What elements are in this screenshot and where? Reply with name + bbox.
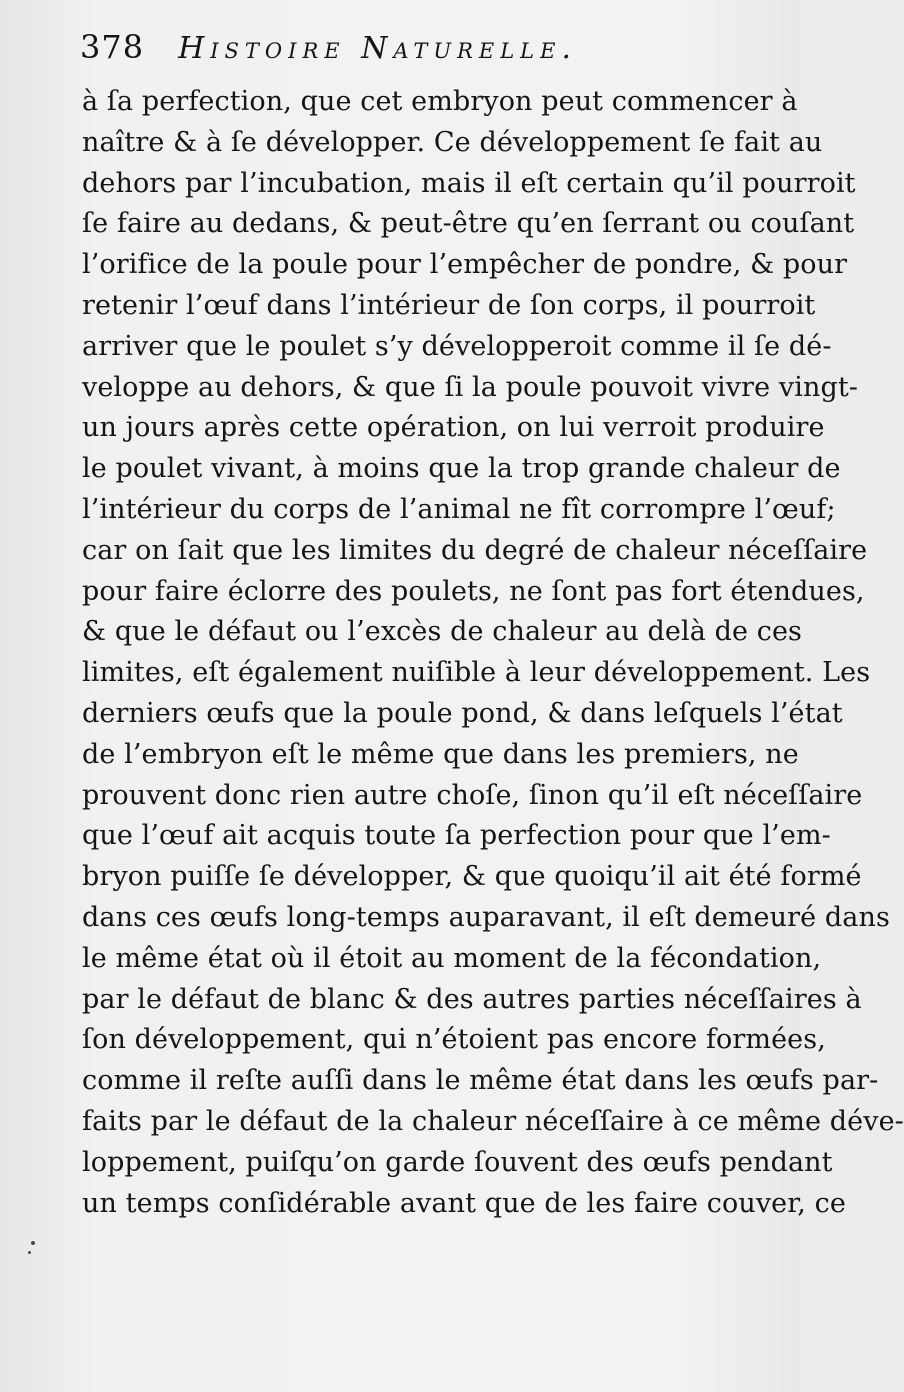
text-line: naître & à ſe développer. Ce développement ſe fait au [82, 126, 823, 158]
page-header [80, 28, 770, 84]
text-line: que l’œuf ait acquis toute ſa perfection pour que l’em- [82, 820, 831, 852]
text-line: prouvent donc rien autre choſe, ſinon qu’il eſt néceſſaire [82, 779, 863, 811]
text-line: veloppe au dehors, & que ſi la poule pouvoit vivre vingt- [82, 371, 859, 403]
text-line: à ſa perfection, que cet embryon peut commencer à [82, 86, 798, 117]
text-line: derniers œufs que la poule pond, & dans leſquels l’état [82, 697, 843, 729]
text-line: ſon développement, qui n’étoient pas encore formées, [82, 1024, 826, 1056]
text-line: un temps conſidérable avant que de les faire couver, ce [82, 1187, 846, 1219]
text-line: un jours après cette opération, on lui verroit produire [82, 412, 825, 444]
text-line: dans ces œufs long-temps auparavant, il eſt demeuré dans [82, 901, 890, 933]
text-line: l’orifice de la poule pour l’empêcher de pondre, & pour [82, 249, 848, 281]
text-line: le même état où il étoit au moment de la fécondation, [82, 942, 822, 974]
text-line: limites, eſt également nuiſible à leur développement. Les [82, 657, 871, 689]
text-line: car on ſait que les limites du degré de chaleur néceſſaire [82, 534, 868, 566]
text-line: par le défaut de blanc & des autres parties néceſſaires à [82, 983, 862, 1015]
text-line: de l’embryon eſt le même que dans les premiers, ne [82, 738, 799, 770]
text-line: & que le défaut ou l’excès de chaleur au delà de ces [82, 616, 803, 648]
text-line: pour faire éclorre des poulets, ne ſont pas fort étendues, [82, 575, 865, 607]
text-line: retenir l’œuf dans l’intérieur de ſon corps, il pourroit [82, 289, 816, 321]
page-number: 378 [80, 28, 145, 66]
ink-speck [31, 1241, 35, 1245]
text-line: comme il reſte auſſi dans le même état dans les œufs par- [82, 1065, 879, 1097]
running-title: Histoire Naturelle. [178, 31, 577, 66]
text-line: bryon puiſſe ſe développer, & que quoiqu’il ait été formé [82, 861, 862, 893]
text-line: loppement, puiſqu’on garde ſouvent des œufs pendant [82, 1146, 833, 1178]
ink-speck [28, 1251, 31, 1254]
text-line: arriver que le poulet s’y développeroit comme il ſe dé- [82, 330, 832, 362]
text-line: faits par le défaut de la chaleur néceſſaire à ce même déve- [82, 1105, 904, 1137]
text-line: dehors par l’incubation, mais il eſt certain qu’il pourroit [82, 167, 856, 199]
body-text [82, 82, 904, 1224]
text-line: ſe faire au dedans, & peut-être qu’en ſerrant ou couſant [82, 208, 855, 240]
text-line: le poulet vivant, à moins que la trop grande chaleur de [82, 453, 841, 485]
text-line: l’intérieur du corps de l’animal ne fît corrompre l’œuf; [82, 493, 836, 525]
